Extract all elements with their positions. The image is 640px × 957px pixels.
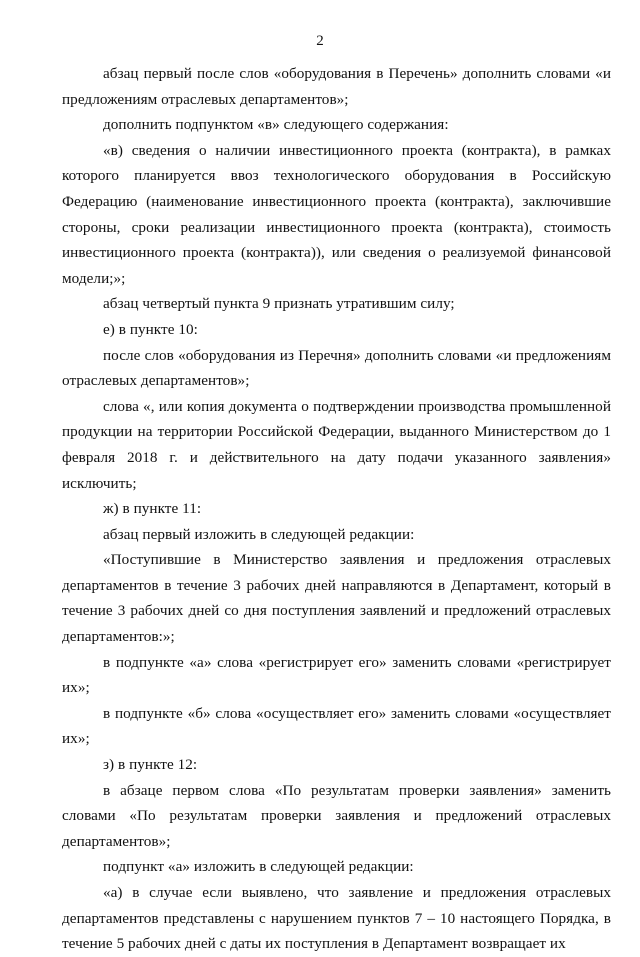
- paragraph: е) в пункте 10:: [103, 320, 198, 338]
- page-number: 2: [316, 33, 324, 49]
- paragraph: слова «, или копия документа о подтверждении производства промышленной продукции на территории Российской Федерации, выданного Министерством до 1 февраля 2018 г. и действительного на дату подачи указанного заявления» исключить;: [62, 397, 611, 492]
- paragraph: «а) в случае если выявлено, что заявление и предложения отраслевых департаментов представлены с нарушением пунктов 7 – 10 настоящего Порядка, в течение 5 рабочих дней с даты их поступления в Департамент возвращает их: [62, 884, 611, 953]
- paragraph: ж) в пункте 11:: [103, 500, 202, 518]
- document-body: [62, 61, 611, 957]
- paragraph: после слов «оборудования из Перечня» дополнить словами «и предложениям отраслевых департаментов»;: [62, 346, 611, 390]
- paragraph: «в) сведения о наличии инвестиционного проекта (контракта), в рамках которого планируется ввоз технологического оборудования в Российскую Федерацию (наименование инвестиционного проекта (контракта), заключившие стороны, сроки реализации инвестиционного проекта (контракта), стоимость инвестиционного проекта (контракта)), или сведения о реализуемой финансовой модели;»;: [62, 141, 611, 287]
- paragraph: з) в пункте 12:: [103, 756, 198, 774]
- paragraph: абзац первый изложить в следующей редакции:: [103, 525, 415, 543]
- paragraph: подпункт «а» изложить в следующей редакции:: [103, 858, 414, 876]
- paragraph: в абзаце первом слова «По результатам проверки заявления» заменить словами «По результатам проверки заявления и предложений отраслевых департаментов»;: [62, 781, 611, 850]
- paragraph: дополнить подпунктом «в» следующего содержания:: [103, 116, 449, 134]
- paragraph: в подпункте «а» слова «регистрирует его» заменить словами «регистрирует их»;: [62, 653, 611, 697]
- paragraph: абзац первый после слов «оборудования в Перечень» дополнить словами «и предложениям отраслевых департаментов»;: [62, 65, 611, 108]
- paragraph: в подпункте «б» слова «осуществляет его» заменить словами «осуществляет их»;: [62, 704, 611, 748]
- paragraph: абзац четвертый пункта 9 признать утратившим силу;: [103, 295, 455, 313]
- paragraph: «Поступившие в Министерство заявления и предложения отраслевых департаментов в течение 3 рабочих дней направляются в Департамент, который в течение 3 рабочих дней со дня поступления заявлений и предложений отраслевых департаментов:»;: [62, 551, 611, 646]
